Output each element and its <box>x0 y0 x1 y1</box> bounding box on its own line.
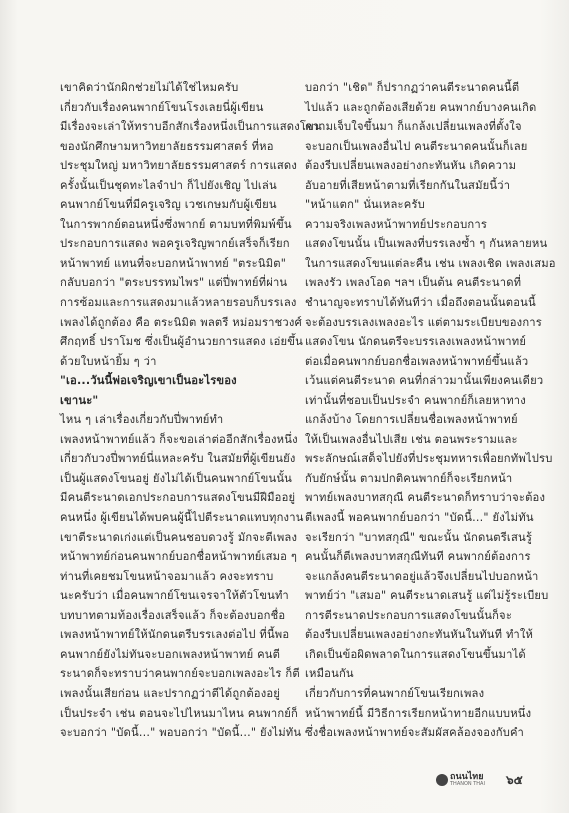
left-text-column <box>60 78 322 743</box>
text-line: หน้าพาทย์ก่อนคนพากย์บอกชื่อหน้าพาทย์เสมอ ๆ <box>60 550 298 564</box>
text-line: บอกว่า "เชิด" ก็ปรากฏว่าคนตีระนาดคนนี้ตี <box>305 81 520 94</box>
magazine-logo <box>436 773 498 787</box>
text-line: เหมือนกัน <box>305 667 354 681</box>
logo-subtext: THANON THAI <box>450 781 485 787</box>
text-line: บทบาทตามท้องเรื่องเสร็จแล้ว ก็จะต้องบอกชื่อ <box>60 608 286 622</box>
text-line: มีเรื่องจะเล่าให้ทราบอีกสักเรื่องหนึ่งเป็นการแสดงโขน <box>60 120 322 134</box>
logo-text: ถนนไทย <box>450 772 484 782</box>
text-line: ชำนาญจะทราบได้ทันทีว่า เมื่อถึงตอนนั้นตอนนี้ <box>305 296 536 310</box>
text-line: เกิดเป็นข้อผิดพลาดในการแสดงโขนขึ้นมาได้ <box>305 647 526 661</box>
text-line: ความจริงเพลงหน้าพาทย์ประกอบการ <box>305 217 488 231</box>
text-line: "หน้าแตก" นั่นเหละครับ <box>305 198 425 212</box>
text-line: เว้นแต่คนตีระนาด คนที่กล่าวมานั้นเพียงคนเดียว <box>305 374 544 388</box>
text-line: ท่านที่เคยชมโขนหน้าจอมาแล้ว คงจะทราบ <box>60 569 274 583</box>
text-line: ประชุมใหญ่ มหาวิทยาลัยธรรมศาสตร์ การแสดง <box>60 159 298 173</box>
text-line: เกี่ยวกับเรื่องคนพากย์โขนโรงเลยนี่ผู้เขียน <box>60 100 264 114</box>
text-line: เกี่ยวกับวงปี่พาทย์นี่แหละครับ ในสมัยที่ผู้เขียนยัง <box>60 452 296 466</box>
text-line: ต้องรีบเปลี่ยนเพลงอย่างกะทันหันในทันที ทำให้ <box>305 628 534 642</box>
text-line: เขานะ" <box>60 393 99 407</box>
text-line: ในการพากย์ตอนหนึ่งซึ่งพากย์ ตามบทที่พิมพ์ขึ้น <box>60 217 292 231</box>
text-line: คนหนึ่ง ผู้เขียนได้พบคนผู้นี้ไปตีระนาดแทบทุกงาน <box>60 511 304 525</box>
text-line: พาทย์เพลงบาทสกุณี คนตีระนาดก็ทราบว่าจะต้อง <box>305 491 546 505</box>
text-line: ไหน ๆ เล่าเรื่องเกี่ยวกับปี่พาทย์ทำ <box>60 413 224 427</box>
text-line: ระนาดก็จะทราบว่าคนพากย์จะบอกเพลงอะไร ก็ตี <box>60 667 300 681</box>
text-line: ต่อเมื่อคนพากย์บอกชื่อเพลงหน้าพาทย์ขึ้นแล้ว <box>305 354 529 368</box>
text-line: เขาคิดว่านักผิกช่วยไม่ได้ใช่ไหมครับ <box>60 81 239 94</box>
text-line: ของนักศึกษามหาวิทยาลัยธรรมศาสตร์ ที่หอ <box>60 139 274 153</box>
text-line: เขาตีระนาดเก่งแต่เป็นคนชอบดวงรู้ มักจะตีเพลง <box>60 530 298 544</box>
text-line: เพลงหน้าพาทย์แล้ว ก็จะขอเล่าต่ออีกสักเรื่องหนึ่ง <box>60 432 298 446</box>
text-line: แกล้งบ้าง โดยการเปลี่ยนชื่อเพลงหน้าพาทย์ <box>305 413 518 427</box>
text-line: ศึกฤทธิ์ ปราโมช ซึ่งเป็นผู้อำนวยการแสดง เอ่ยขึ้น <box>60 335 303 349</box>
text-line: เพลงนั้นเสียก่อน และปรากฏว่าตีได้ถูกต้องอยู่ <box>60 686 281 700</box>
text-line: ในการแสดงโขนแต่ละคืน เช่น เพลงเชิด เพลงเสมอ <box>305 256 556 270</box>
text-line: เพลงหน้าพาทย์ให้นักดนตรีบรรเลงต่อไป ที่นี้พอ <box>60 628 290 642</box>
text-line: พระลักษณ์เสด็จไปยังที่ประชุมทหารเพื่อยกทัพไปรบ <box>305 452 553 466</box>
page-number: ๖๕ <box>506 772 523 787</box>
text-line: คนพากย์โขนที่มีครูเจริญ เวชเกษมกับผู้เขียน <box>60 198 277 212</box>
text-line: เป็นประจำ เช่น ตอนจะไปไหนมาไหน คนพากย์ก็ <box>60 706 299 720</box>
text-line: ให้เป็นเพลงอื่นไปเสีย เช่น ตอนพระรามและ <box>305 432 518 446</box>
text-line: จะบอกว่า "บัดนี้..." พอบอกว่า "บัดนี้..." ยังไม่ทัน <box>60 726 302 740</box>
text-line: กับยักษ์นั้น ตามปกติคนพากย์ก็จะเรียกหน้า <box>305 471 513 485</box>
text-line: คนนั้นก็ตีเพลงบาทสกุณีทันที คนพากย์ต้องการ <box>305 550 531 564</box>
text-line: เกี่ยวกับการที่คนพากย์โขนเรียกเพลง <box>305 686 485 700</box>
text-line: จะต้องบรรเลงเพลงอะไร แต่ตามระเบียบของการ <box>305 315 543 329</box>
text-line: มีคนตีระนาดเอกประกอบการแสดงโขนมีฝีมืออยู่ <box>60 491 296 505</box>
text-line: "เอ...วันนี้พ่อเจริญเขาเป็นอะไรของ <box>60 374 237 388</box>
text-line: ไปแล้ว และถูกต้องเสียด้วย คนพากย์บางคนเกิด <box>305 100 537 114</box>
text-line: ความเจ็บใจขึ้นมา ก็แกล้งเปลี่ยนเพลงที่ตั้งใจ <box>305 120 522 134</box>
text-line: ครั้งนั้นเป็นชุดทะไลจำปา ก็ไปยังเชิญ ไปเล่น <box>60 178 277 192</box>
text-line: แสดงโขน นักดนตรีจะบรรเลงเพลงหน้าพาทย์ <box>305 335 527 349</box>
text-line: กลับบอกว่า "ตระบรรทมไพร" แต่ปี่พาทย์ที่ผ่าน <box>60 276 288 290</box>
text-line: อับอายที่เสียหน้าตามที่เรียกกันในสมัยนี้ว่า <box>305 178 511 192</box>
text-line: หน้าพาทย์นี้ มีวิธีการเรียกหน้าทายอีกแบบหนึ่ง <box>305 706 532 720</box>
text-line: ประกอบการแสดง พอครูเจริญพากย์เสร็จก็เรียก <box>60 237 290 251</box>
text-line: การซ้อมและการแสดงมาแล้วหลายรอบก็บรรเลง <box>60 296 297 310</box>
right-text-column <box>305 78 556 743</box>
text-line: จะเรียกว่า "บาทสกุณี" ขณะนั้น นักดนตรีเสนรู้ <box>305 530 533 544</box>
text-line: ต้องรีบเปลี่ยนเพลงอย่างกะทันหัน เกิดความ <box>305 159 517 173</box>
text-line: ตีเพลงนี้ พอคนพากย์บอกว่า "บัดนี้..." ยังไม่ทัน <box>305 511 534 525</box>
text-line: เท่านั้นที่ชอบเป็นประจำ คนพากย์ก็เลยหาทาง <box>305 393 526 407</box>
text-line: จะบอกเป็นเพลงอื่นไป คนตีระนาดคนนั้นก็เลย <box>305 139 528 153</box>
text-line: การตีระนาดประกอบการแสดงโขนนั้นก็จะ <box>305 608 513 622</box>
page-footer <box>436 771 523 789</box>
text-line: แสดงโขนนั้น เป็นเพลงที่บรรเลงซ้ำ ๆ กันหลายหน <box>305 237 548 251</box>
text-line: พาทย์ว่า "เสมอ" คนตีระนาดเสนรู้ แต่ไม่รู้ระเบียบ <box>305 589 549 603</box>
logo-emblem-icon <box>436 774 448 786</box>
text-line: ซึ่งชื่อเพลงหน้าพาทย์จะสัมผัสคล้องจองกับคำ <box>305 726 525 740</box>
text-line: เป็นผู้แสดงโขนอยู่ ยังไม่ได้เป็นคนพากย์โขนนั้น <box>60 471 293 485</box>
text-line: ด้วยใบหน้ายิ้ม ๆ ว่า <box>60 354 157 368</box>
text-line: นะครับว่า เมื่อคนพากย์โขนเจรจาให้ตัวโขนทำ <box>60 589 289 603</box>
text-line: จะแกล้งคนตีระนาดอยู่แล้วจึงเปลี่ยนไปบอกหน้า <box>305 569 539 583</box>
text-line: คนพากย์ยังไม่ทันจะบอกเพลงหน้าพาทย์ คนตี <box>60 647 281 661</box>
text-line: เพลงได้ถูกต้อง คือ ตระนิมิต พลตรี หม่อมราชวงศ์ <box>60 315 302 329</box>
text-line: เพลงรัว เพลงโอด ฯลฯ เป็นต้น คนตีระนาดที่ <box>305 276 522 290</box>
text-line: หน้าพาทย์ แทนที่จะบอกหน้าพาทย์ "ตระนิมิต" <box>60 256 287 270</box>
